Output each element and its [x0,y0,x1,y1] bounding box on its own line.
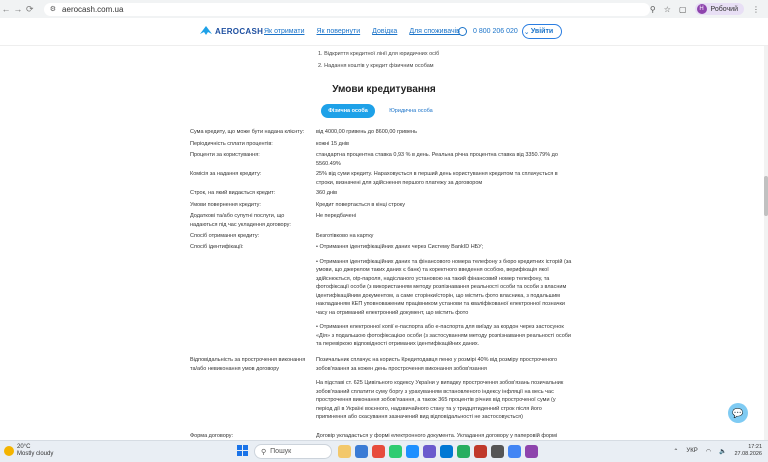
page-scrollbar[interactable] [764,46,768,440]
app-icon[interactable] [355,445,368,458]
row-label: Сума кредиту, що може бути надана клієнту: [190,129,305,135]
row-label: Умови повернення кредиту: [190,202,261,208]
profile-button[interactable] [695,3,744,15]
scrollbar-thumb[interactable] [764,176,768,216]
chevron-down-icon: ⌄ [523,28,530,36]
nav-how-to-repay[interactable]: Як повернути [316,28,361,35]
logo-text: AEROCASH [215,26,264,36]
browser-toolbar [0,0,768,18]
app-icon[interactable] [491,445,504,458]
row-label: Додаткові та/або супутні послуги, що надаються під час укладення договору: [190,213,291,228]
site-info-icon[interactable]: ⚙ [49,6,57,13]
list-item: 2. Надання коштів у кредит фізичним особам [318,63,434,69]
row-label: Форма договору: [190,433,234,439]
clock[interactable] [734,444,762,458]
wifi-icon[interactable]: ◠ [705,448,711,455]
language-indicator[interactable]: УКР [686,448,698,454]
steps-list [318,48,439,72]
nav-help[interactable]: Довідка [372,28,398,35]
taskbar [0,440,768,462]
time: 17:21 [748,444,762,450]
search-icon: ⚲ [261,448,267,456]
date: 27.08.2026 [734,451,762,457]
row-value: Кредит повертається в кінці строку [316,202,406,208]
avatar: Н [697,4,707,14]
taskbar-search[interactable] [254,444,332,459]
row-value: • Отримання ідентифікаційних даних через Систему BankID НБУ; • Отримання ідентифікаційних даних та фінансового номера телефону з бюро кредитних історій (за умови, що джерелом таких даних є банк) та коректного введення особою, верифікація якої здійснюється, otp-пароля, надісланого установою на такий фінансовий номер телефону, та фотофіксації особи (з використанням методу розпізнавання реальності особи та особи з власним ідентифікаційним документом, а саме сторінки/сторін, що містить фото власника, з подальшим накладанням КЕП уповноваженим працівником установи та кваліфікованої електронної позначки часу на отриманий електронний документ, що містить фото • Отримання електронної копії е-паспорта або е-паспорта для виїзду за кордон через застосунок «Дія» з подальшою фотофіксацією особи (з застосуванням методу розпізнавання реальності особи та перевіркою відповідності отриманих ідентифікаційних даних. [316,244,572,347]
row-value: стандартна процентна ставка 0,93 % в день. Реальна річна процентна ставка від 3350.79% до 5560.49% [316,152,558,167]
logo[interactable] [200,26,263,36]
login-button[interactable]: Увійти [522,24,562,39]
nav-how-to-get[interactable]: Як отримати [264,28,305,35]
row-value: 360 днів [316,190,338,196]
temperature: 20°C [17,444,31,450]
row-value: Не передбачені [316,213,356,219]
forward-icon[interactable]: → [13,4,23,14]
app-icon[interactable] [440,445,453,458]
app-icon[interactable] [372,445,385,458]
windows-start-icon[interactable] [237,445,249,457]
row-value: кожні 15 днів [316,141,349,147]
chevron-up-icon[interactable]: ⌃ [673,448,679,455]
nav-for-consumers[interactable]: Для споживачів [409,28,460,35]
row-label: Спосіб отримання кредиту: [190,233,260,239]
app-icon[interactable] [525,445,538,458]
file-explorer-icon[interactable] [338,445,351,458]
row-value: Позичальник сплачує на користь Кредитодавця пеню у розмірі 40% від розміру простроченого зобов'язання за кожен день прострочення виконання зобов'язання На підставі ст. 625 Цивільного кодексу України у випадку прострочення зобов'язань позичальник зобов'язаний сплатити суму боргу з урахуванням встановленого індексу інфляції на весь час прострочення виконання зобов'язання, а також 365 процентів річних від простроченої суми (у період дії в Україні воєнного, надзвичайного стану та у тридцятиденний строк після його припинення або скасування зазначений вид відповідальності не застосовується) [316,357,564,420]
tabs [321,104,441,118]
app-icon[interactable] [457,445,470,458]
system-tray [673,444,762,458]
row-label: Комісія за надання кредиту: [190,171,262,177]
chrome-icon[interactable] [508,445,521,458]
address-bar[interactable] [44,3,650,16]
weather-text: Mostly cloudy [17,451,54,457]
row-label: Проценти за користування: [190,152,260,158]
app-icon[interactable] [423,445,436,458]
logo-icon [200,26,212,36]
tab-individual[interactable]: Фізична особа [321,104,375,118]
section-title: Умови кредитування [332,84,436,95]
phone-number: 0 800 206 020 [473,28,518,35]
zoom-icon[interactable]: ⚲ [649,4,656,14]
app-icon[interactable] [389,445,402,458]
row-value: Договір укладається у формі електронного документа. Укладання договору у паперовій формі [316,433,558,439]
url-text: aerocash.com.ua [62,4,124,14]
search-placeholder: Пошук [270,448,292,455]
list-item: 1. Відкриття кредитної лінії для юридичних осіб [318,51,440,57]
sidebar-icon[interactable]: ▢ [678,4,687,14]
reload-icon[interactable]: ⟳ [26,3,34,14]
row-value: 25% від суми кредиту. Нараховується в перший день користування кредитом та сплачується в строки, визначені для здійснення першого платежу за договором [316,171,558,186]
row-label: Строк, на який видається кредит: [190,190,276,196]
profile-label: Робочий [710,5,738,13]
tab-legal-entity[interactable]: Юридична особа [389,108,433,114]
row-label: Періодичність сплати процентів: [190,141,273,147]
site-header [0,18,768,46]
weather-icon [4,446,14,456]
chat-icon[interactable]: 💬 [728,403,748,423]
bookmark-star-icon[interactable]: ☆ [663,4,671,14]
weather-widget[interactable] [4,444,53,458]
app-icon[interactable] [474,445,487,458]
row-label: Відповідальність за прострочення виконання та/або невиконання умов договору [190,357,306,372]
page-content [0,46,768,440]
row-value: від 4000,00 гривень до 8600,00 гривень [316,129,417,135]
volume-icon[interactable]: 🔈 [718,448,727,455]
back-icon[interactable]: ← [1,4,11,14]
edge-icon[interactable] [406,445,419,458]
row-value: Безготівково на картку [316,233,374,239]
row-label: Спосіб ідентифікації: [190,244,244,250]
phone-icon [458,27,467,36]
taskbar-apps [338,445,538,458]
main-nav [264,28,460,35]
menu-icon[interactable]: ⋮ [752,4,760,14]
phone-contact[interactable] [458,27,530,36]
